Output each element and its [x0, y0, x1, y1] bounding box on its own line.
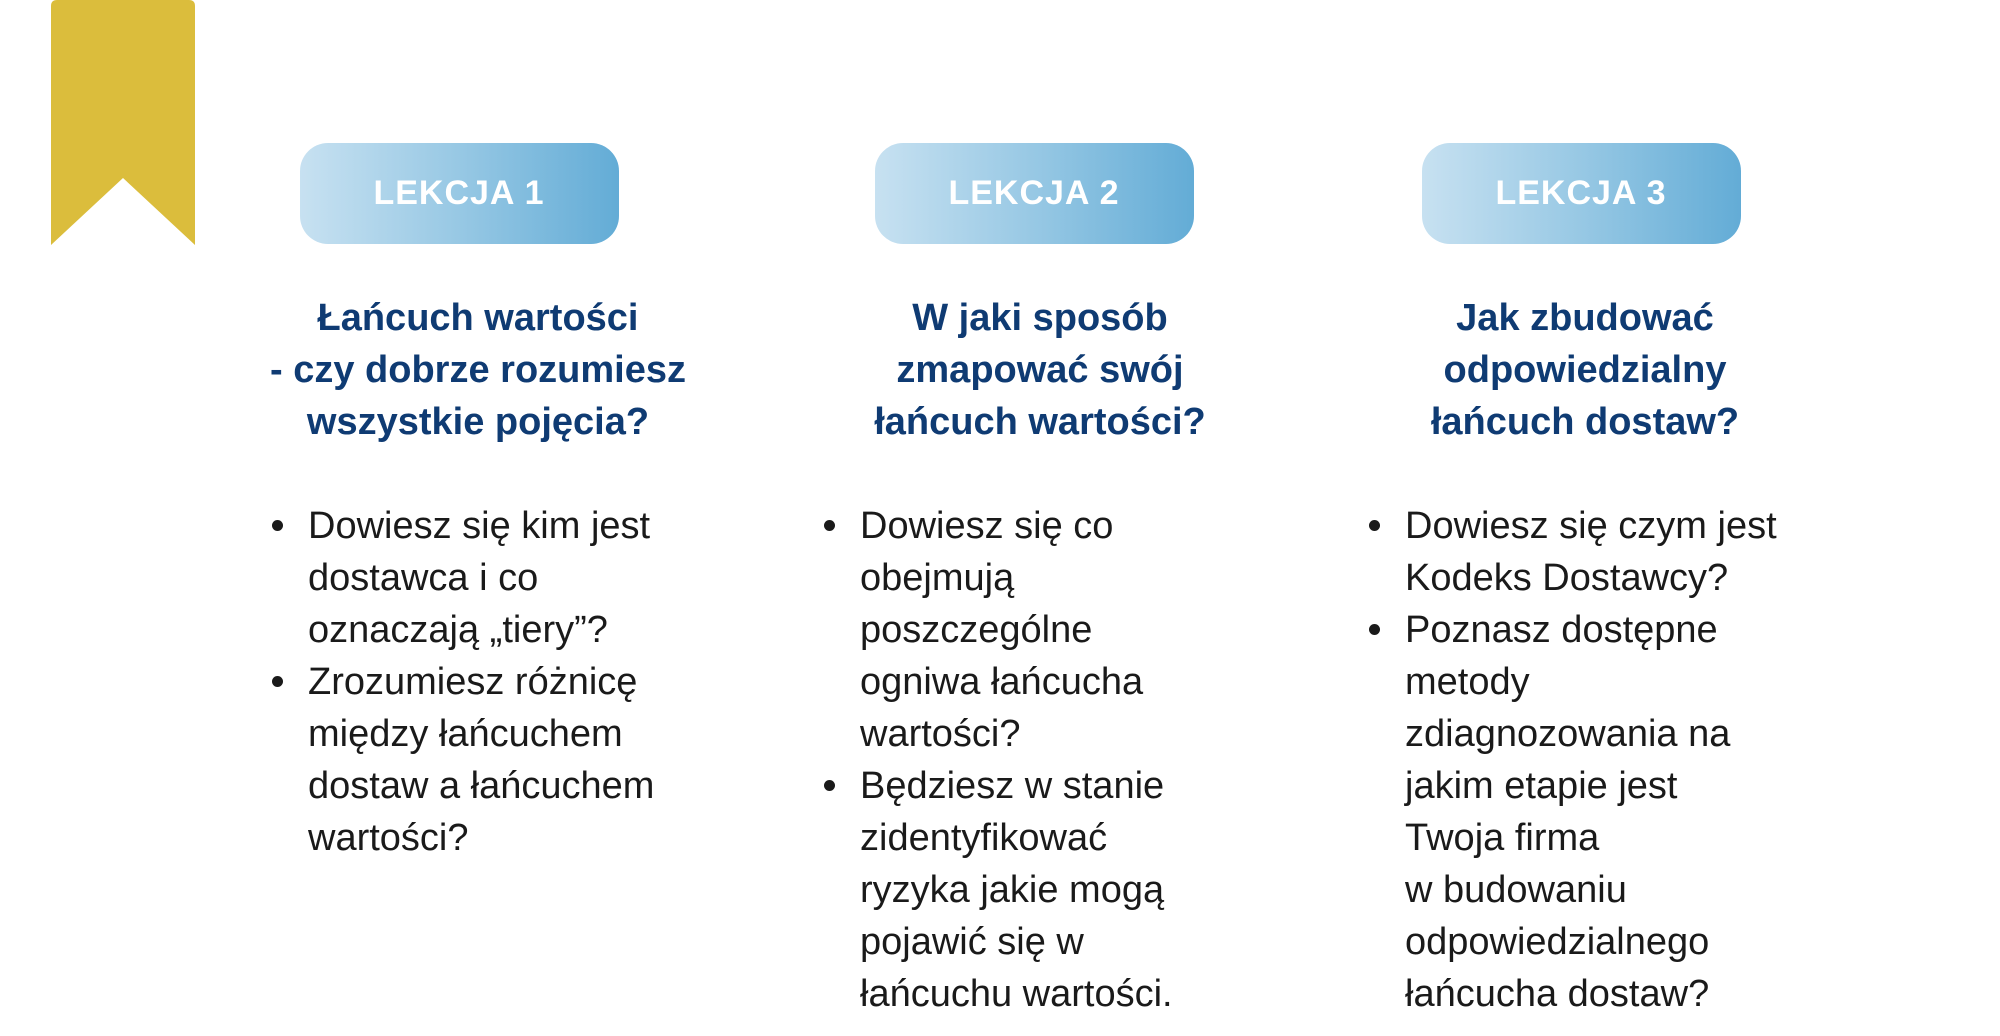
bullet-line: jakim etapie jest	[1405, 765, 1678, 807]
bullet-line: Dowiesz się czym jest	[1405, 505, 1777, 547]
bullet-item	[248, 500, 728, 656]
bullet-line: w budowaniu	[1405, 869, 1627, 911]
title-line: odpowiedzialny	[1443, 349, 1727, 391]
bullet-line: dostawca i co	[308, 557, 539, 599]
title-line: Łańcuch wartości	[317, 297, 639, 339]
bullet-line: zidentyfikować	[860, 817, 1108, 859]
bullet-line: Dowiesz się kim jest	[308, 505, 651, 547]
bullet-line: obejmują	[860, 557, 1015, 599]
bullet-line: Kodeks Dostawcy?	[1405, 557, 1729, 599]
bullet-line: ryzyka jakie mogą	[860, 869, 1165, 911]
bullet-line: wartości?	[308, 817, 469, 859]
title-line: wszystkie pojęcia?	[306, 401, 650, 443]
lesson-3-column	[1345, 143, 1825, 1020]
title-line: W jaki sposób	[912, 297, 1168, 339]
title-line: - czy dobrze rozumiesz	[270, 349, 686, 391]
lesson-3-bullets	[1345, 500, 1825, 1020]
title-line: zmapować swój	[896, 349, 1184, 391]
bookmark-icon	[51, 0, 195, 245]
title-line: łańcuch wartości?	[874, 401, 1206, 443]
bullet-line: pojawić się w	[860, 921, 1084, 963]
bullet-item	[800, 500, 1280, 760]
bullet-line: ogniwa łańcucha	[860, 661, 1144, 703]
bullet-line: poszczególne	[860, 609, 1093, 651]
bullet-line: dostaw a łańcuchem	[308, 765, 655, 807]
lesson-1-title	[228, 292, 728, 448]
bullet-line: wartości?	[860, 713, 1021, 755]
bullet-line: zdiagnozowania na	[1405, 713, 1731, 755]
bullet-line: łańcuchu wartości.	[860, 973, 1173, 1015]
lesson-2-column	[800, 143, 1280, 1020]
lesson-2-title	[800, 292, 1280, 448]
lesson-1-badge: LEKCJA 1	[300, 143, 619, 244]
bullet-line: oznaczają „tiery”?	[308, 609, 608, 651]
bullet-line: Będziesz w stanie	[860, 765, 1165, 807]
lesson-1-column	[248, 143, 728, 864]
title-line: łańcuch dostaw?	[1430, 401, 1740, 443]
bullet-item	[248, 656, 728, 864]
lesson-3-title	[1345, 292, 1825, 448]
bullet-line: Poznasz dostępne	[1405, 609, 1718, 651]
bullet-line: odpowiedzialnego	[1405, 921, 1710, 963]
bullet-item	[1345, 604, 1825, 1020]
title-line: Jak zbudować	[1456, 297, 1714, 339]
bullet-line: łańcucha dostaw?	[1405, 973, 1710, 1015]
bullet-line: metody	[1405, 661, 1530, 703]
bullet-line: między łańcuchem	[308, 713, 623, 755]
bullet-item	[1345, 500, 1825, 604]
bullet-line: Twoja firma	[1405, 817, 1600, 859]
lesson-1-bullets	[248, 500, 728, 864]
lesson-2-bullets	[800, 500, 1280, 1020]
lesson-3-badge: LEKCJA 3	[1422, 143, 1741, 244]
bullet-line: Dowiesz się co	[860, 505, 1114, 547]
lesson-2-badge: LEKCJA 2	[875, 143, 1194, 244]
bullet-item	[800, 760, 1280, 1020]
bullet-line: Zrozumiesz różnicę	[308, 661, 638, 703]
